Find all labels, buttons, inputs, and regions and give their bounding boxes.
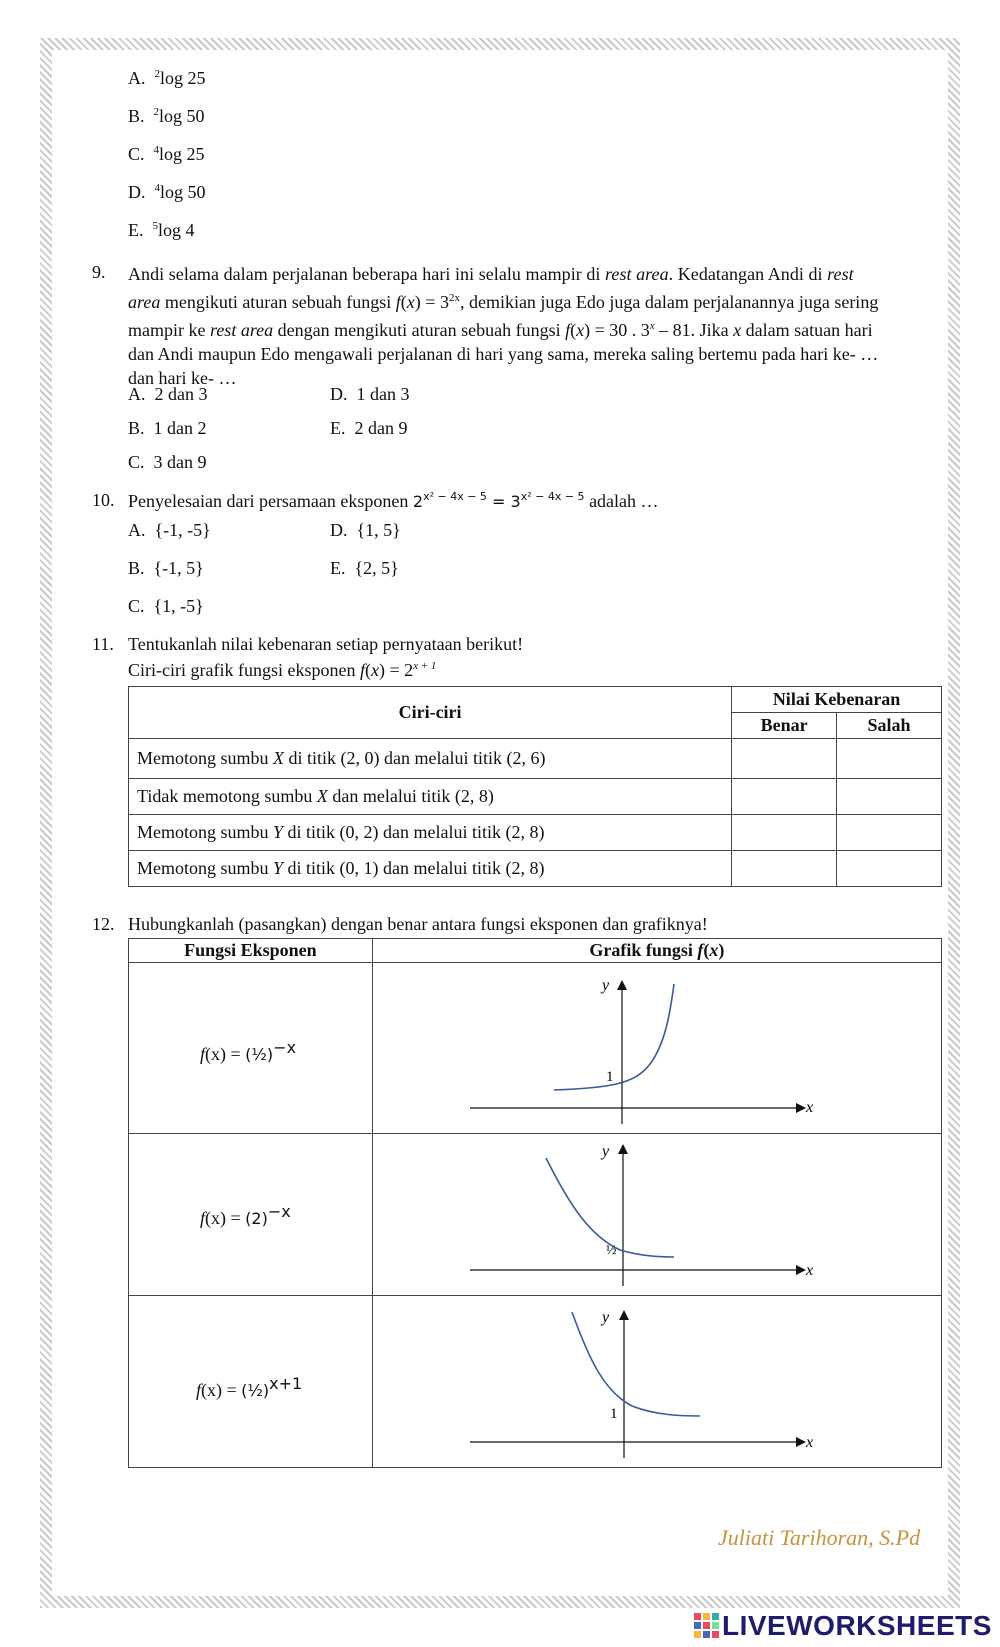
col-fungsi-eksponen: Fungsi Eksponen xyxy=(129,939,373,963)
intercept-label: ½ xyxy=(606,1243,617,1258)
graph-3 xyxy=(460,1302,820,1462)
q9-option-d: D. 1 dan 3 xyxy=(330,384,410,404)
q10-option-a: A. {-1, -5} xyxy=(128,520,211,540)
x-label: x xyxy=(806,1262,814,1279)
col-ciri-ciri: Ciri-ciri xyxy=(129,687,732,739)
q10-option-b: B. {-1, 5} xyxy=(128,558,204,578)
q8-option-a: A. $^2$log 25 xyxy=(128,68,206,88)
q8-option-e: E. $^5$log 4 xyxy=(128,220,195,240)
q10-equation: $2^{x^2 - 4x - 5} = 3^{x^2 - 4x - 5}$ xyxy=(412,490,585,511)
function-label-3: f(x) = (½)$^{x+1}$ xyxy=(196,1374,303,1400)
function-label-2: $f(x) = (2)^{-x}$ xyxy=(200,1202,291,1228)
x-axis-arrow xyxy=(796,1437,806,1447)
salah-cell[interactable] xyxy=(837,815,942,851)
graph-2 xyxy=(460,1136,820,1291)
q10-option-e: E. {2, 5} xyxy=(330,558,399,578)
q12-number: 12. xyxy=(92,914,115,934)
benar-cell[interactable] xyxy=(732,815,837,851)
author-signature: Juliati Tarihoran, S.Pd xyxy=(718,1525,921,1550)
q11-number: 11. xyxy=(92,634,114,654)
x-axis-arrow xyxy=(796,1265,806,1275)
benar-cell[interactable] xyxy=(732,779,837,815)
q12-instruction: Hubungkanlah (pasangkan) dengan benar antara fungsi eksponen dan grafiknya! xyxy=(128,914,708,934)
liveworksheets-brand[interactable] xyxy=(694,1608,992,1644)
salah-cell[interactable] xyxy=(837,779,942,815)
y-axis-arrow xyxy=(617,980,627,990)
q9-option-c: C. 3 dan 9 xyxy=(128,452,207,472)
q10-option-c: C. {1, -5} xyxy=(128,596,204,616)
y-label: y xyxy=(602,977,610,994)
y-axis-arrow xyxy=(619,1310,629,1320)
q11-table xyxy=(128,686,942,887)
exponential-curve xyxy=(554,984,674,1090)
table-row: Memotong sumbu X di titik (2, 0) dan melalui titik (2, 6) xyxy=(129,739,942,779)
y-label: y xyxy=(602,1309,610,1326)
x-axis-arrow xyxy=(796,1103,806,1113)
function-label-1: f(x) = (½)$^{-x}$ xyxy=(200,1038,297,1064)
exponential-curve xyxy=(572,1312,700,1416)
q9-text: Andi selama dalam perjalanan beberapa hari ini selalu mampir di rest area. Kedatangan Andi di rest area mengikuti aturan sebuah fungsi $f(x) = 3^{2x}$, demikian juga Edo juga dalam perjalanannya juga sering mampir ke rest area dengan mengikuti aturan sebuah fungsi f(x) = 30 . 3$^x$ – 81. Jika x dalam satuan hari dan Andi maupun Edo mengawali perjalanan di hari yang sama, mereka saling bertemu pada hari ke- … dan hari ke- … xyxy=(128,264,879,388)
table-row: Memotong sumbu Y di titik (0, 2) dan melalui titik (2, 8) xyxy=(129,815,942,851)
x-label: x xyxy=(806,1434,814,1451)
q8-option-c: C. $^4$log 25 xyxy=(128,144,205,164)
q8-option-b: B. $^2$log 50 xyxy=(128,106,205,126)
table-row: Memotong sumbu Y di titik (0, 1) dan melalui titik (2, 8) xyxy=(129,851,942,887)
brand-text: LIVEWORKSHEETS xyxy=(722,1610,992,1641)
q11-subtitle: Ciri-ciri grafik fungsi eksponen $f(x) = 2^{x + 1}$ xyxy=(128,660,437,680)
graph-1 xyxy=(460,974,820,1124)
q9-number: 9. xyxy=(92,262,106,282)
q10-text: Penyelesaian dari persamaan eksponen $2^{x^2 - 4x - 5} = 3^{x^2 - 4x - 5}$ adalah … xyxy=(128,490,659,511)
salah-cell[interactable] xyxy=(837,851,942,887)
benar-cell[interactable] xyxy=(732,851,837,887)
col-benar: Benar xyxy=(732,713,837,739)
q9-option-a: A. 2 dan 3 xyxy=(128,384,208,404)
table-row: Tidak memotong sumbu X dan melalui titik (2, 8) xyxy=(129,779,942,815)
q10-option-d: D. {1, 5} xyxy=(330,520,401,540)
salah-cell[interactable] xyxy=(837,739,942,779)
y-axis-arrow xyxy=(618,1144,628,1154)
col-grafik-fungsi: Grafik fungsi f(x) xyxy=(372,939,941,963)
q10-number: 10. xyxy=(92,490,115,510)
q8-option-d: D. $^4$log 50 xyxy=(128,182,206,202)
benar-cell[interactable] xyxy=(732,739,837,779)
intercept-label: 1 xyxy=(606,1069,614,1085)
q11-instruction: Tentukanlah nilai kebenaran setiap pernyataan berikut! xyxy=(128,634,524,654)
y-label: y xyxy=(602,1143,610,1160)
col-salah: Salah xyxy=(837,713,942,739)
x-label: x xyxy=(806,1099,814,1116)
q9-option-b: B. 1 dan 2 xyxy=(128,418,207,438)
liveworksheets-logo-icon xyxy=(694,1613,720,1639)
q9-option-e: E. 2 dan 9 xyxy=(330,418,408,438)
col-nilai-kebenaran: Nilai Kebenaran xyxy=(732,687,942,713)
intercept-label: 1 xyxy=(610,1406,618,1422)
